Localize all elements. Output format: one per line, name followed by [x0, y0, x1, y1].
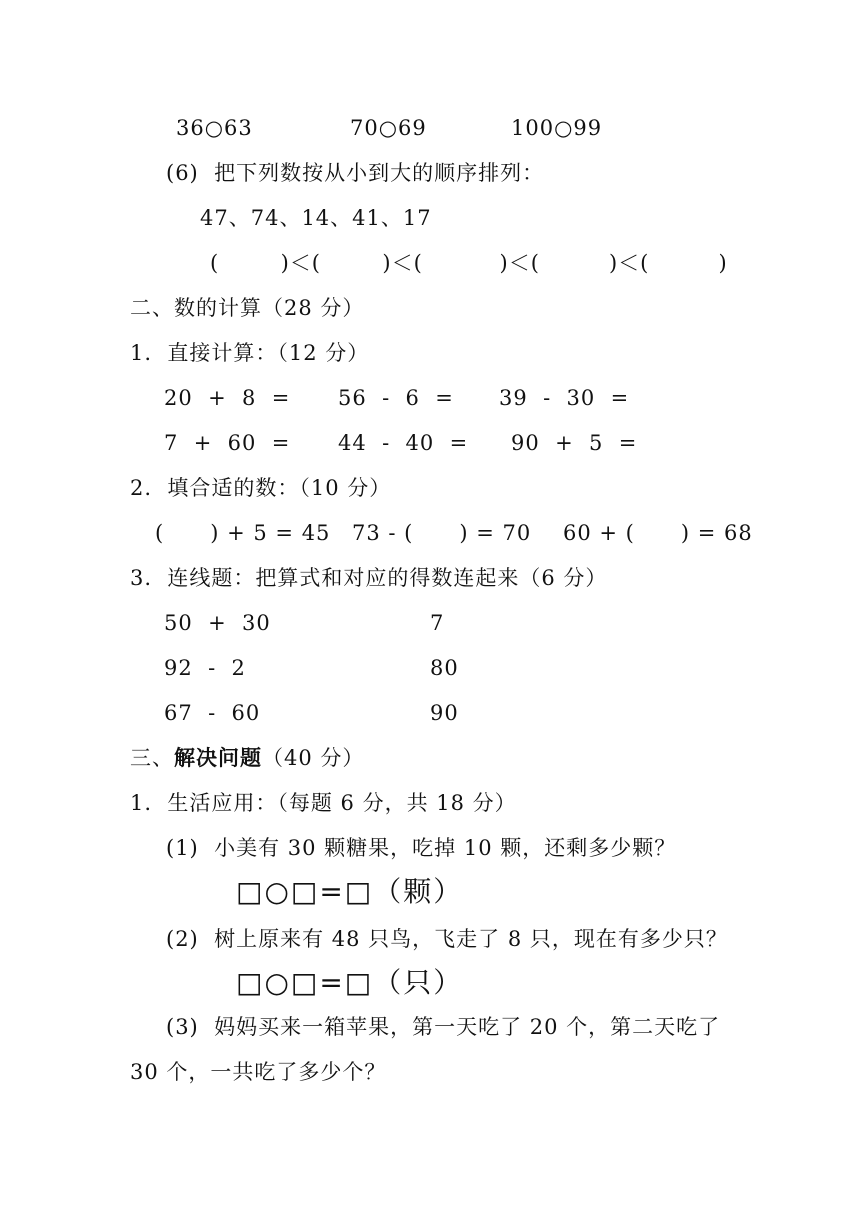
section3-part1-title: 1. 生活应用：（每题 6 分，共 18 分）: [130, 791, 517, 815]
section3-title-suffix: （40 分）: [262, 746, 365, 770]
match-left-3: 67 - 60: [164, 701, 261, 725]
calc-r2-c1: 7 + 60 =: [164, 431, 291, 455]
q6-numbers: 47、74、14、41、17: [200, 206, 432, 230]
calc-r1-c1: 20 + 8 =: [164, 386, 291, 410]
compare-item-1: 36○63: [176, 116, 253, 140]
match-right-1: 7: [430, 611, 445, 635]
fill-item-2: 73 - ( ) = 70: [352, 521, 532, 545]
calc-r2-c2: 44 - 40 =: [338, 431, 469, 455]
calc-r1-c3: 39 - 30 =: [499, 386, 630, 410]
match-right-2: 80: [430, 656, 459, 680]
problem-2-answer-template: □○□=□（只）: [236, 966, 464, 999]
problem-1-answer-template: □○□=□（颗）: [236, 875, 464, 908]
compare-item-2: 70○69: [350, 116, 427, 140]
problem-1-text: (1) 小美有 30 颗糖果，吃掉 10 颗，还剩多少颗？: [166, 836, 677, 860]
problem-3-text-line1: (3) 妈妈买来一箱苹果，第一天吃了 20 个，第二天吃了: [166, 1015, 721, 1039]
section2-title: 二、数的计算（28 分）: [130, 296, 365, 320]
section2-part2-title: 2. 填合适的数：（10 分）: [130, 476, 392, 500]
match-left-2: 92 - 2: [164, 656, 246, 680]
q6-prompt: (6) 把下列数按从小到大的顺序排列：: [166, 161, 545, 185]
q6-blanks: ( )＜( )＜( )＜( )＜( ): [210, 251, 728, 275]
calc-r2-c3: 90 + 5 =: [511, 431, 638, 455]
problem-3-text-line2: 30 个，一共吃了多少个？: [130, 1060, 387, 1084]
calc-r1-c2: 56 - 6 =: [338, 386, 454, 410]
section3-title: [130, 744, 364, 772]
section2-part1-title: 1. 直接计算：（12 分）: [130, 341, 370, 365]
section3-title-bold: 解决问题: [174, 745, 262, 770]
fill-item-1: ( ) + 5 = 45: [155, 521, 331, 545]
section2-part3-title: 3. 连线题：把算式和对应的得数连起来（6 分）: [130, 566, 608, 590]
match-right-3: 90: [430, 701, 459, 725]
compare-item-3: 100○99: [511, 116, 603, 140]
fill-item-3: 60 + ( ) = 68: [563, 521, 753, 545]
problem-2-text: (2) 树上原来有 48 只鸟，飞走了 8 只，现在有多少只？: [166, 927, 728, 951]
match-left-1: 50 + 30: [164, 611, 271, 635]
section3-title-prefix: 三、: [130, 746, 174, 770]
